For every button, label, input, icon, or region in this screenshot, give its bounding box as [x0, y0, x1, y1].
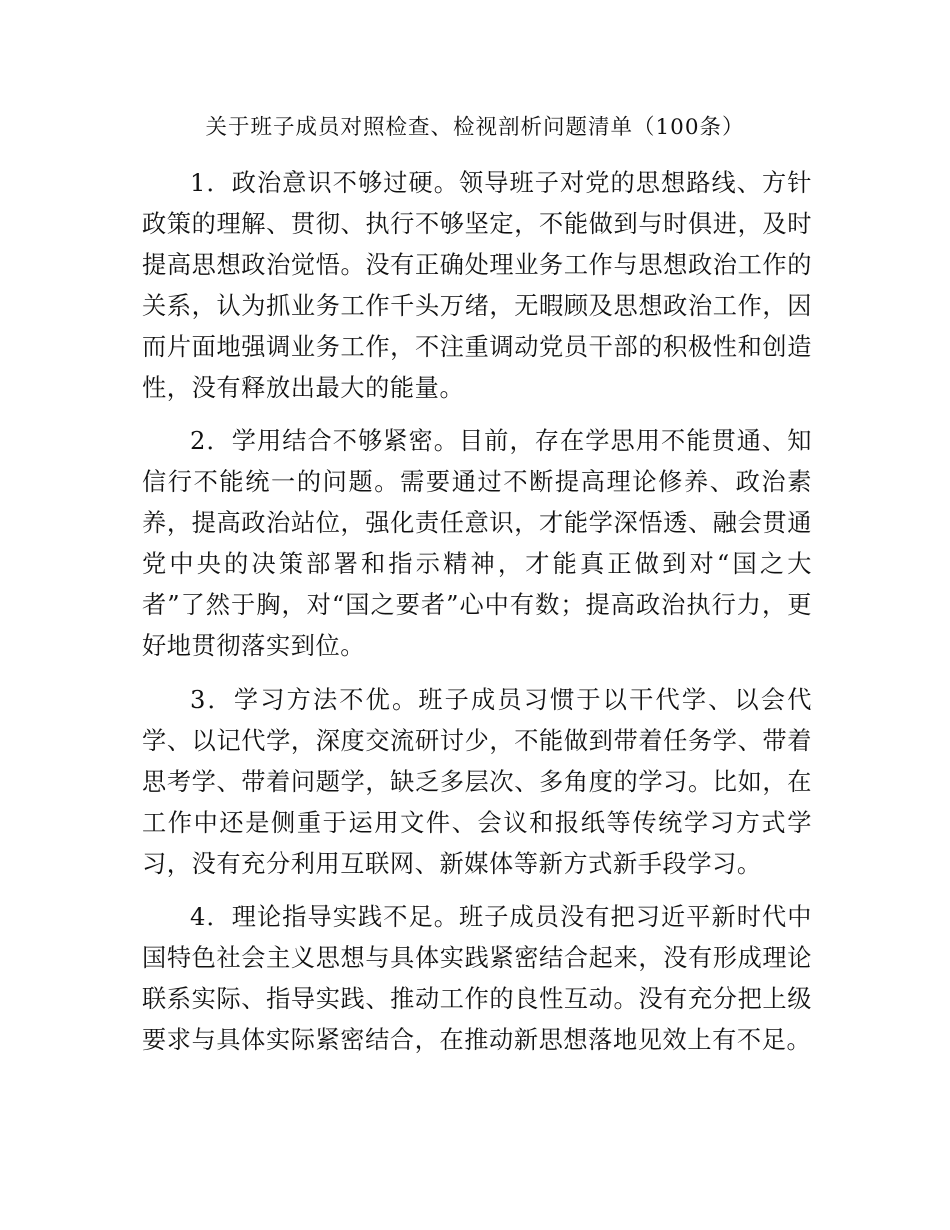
paragraph-2: 2．学用结合不够紧密。目前，存在学思用不能贯通、知信行不能统一的问题。需要通过不断提高理论修养、政治素养，提高政治站位，强化责任意识，才能学深悟透、融会贯通党中央的决策部署和指示精神，才能真正做到对“国之大者”了然于胸，对“国之要者”心中有数；提高政治执行力，更好地贯彻落实到位。 [142, 427, 812, 660]
paragraph-3: 3．学习方法不优。班子成员习惯于以干代学、以会代学、以记代学，深度交流研讨少，不能做到带着任务学、带着思考学、带着问题学，缺乏多层次、多角度的学习。比如，在工作中还是侧重于运用文件、会议和报纸等传统学习方式学习，没有充分利用互联网、新媒体等新方式新手段学习。 [142, 686, 812, 878]
paragraph-4: 4．理论指导实践不足。班子成员没有把习近平新时代中国特色社会主义思想与具体实践紧密结合起来，没有形成理论联系实际、指导实践、推动工作的良性互动。没有充分把上级要求与具体实际紧密结合，在推动新思想落地见效上有不足。 [142, 903, 812, 1054]
document-title: 关于班子成员对照检查、检视剖析问题清单（100条） [205, 115, 745, 140]
paragraph-1: 1．政治意识不够过硬。领导班子对党的思想路线、方针政策的理解、贯彻、执行不够坚定，不能做到与时俱进，及时提高思想政治觉悟。没有正确处理业务工作与思想政治工作的关系，认为抓业务工作千头万绪，无暇顾及思想政治工作，因而片面地强调业务工作，不注重调动党员干部的积极性和创造性，没有释放出最大的能量。 [142, 169, 812, 402]
